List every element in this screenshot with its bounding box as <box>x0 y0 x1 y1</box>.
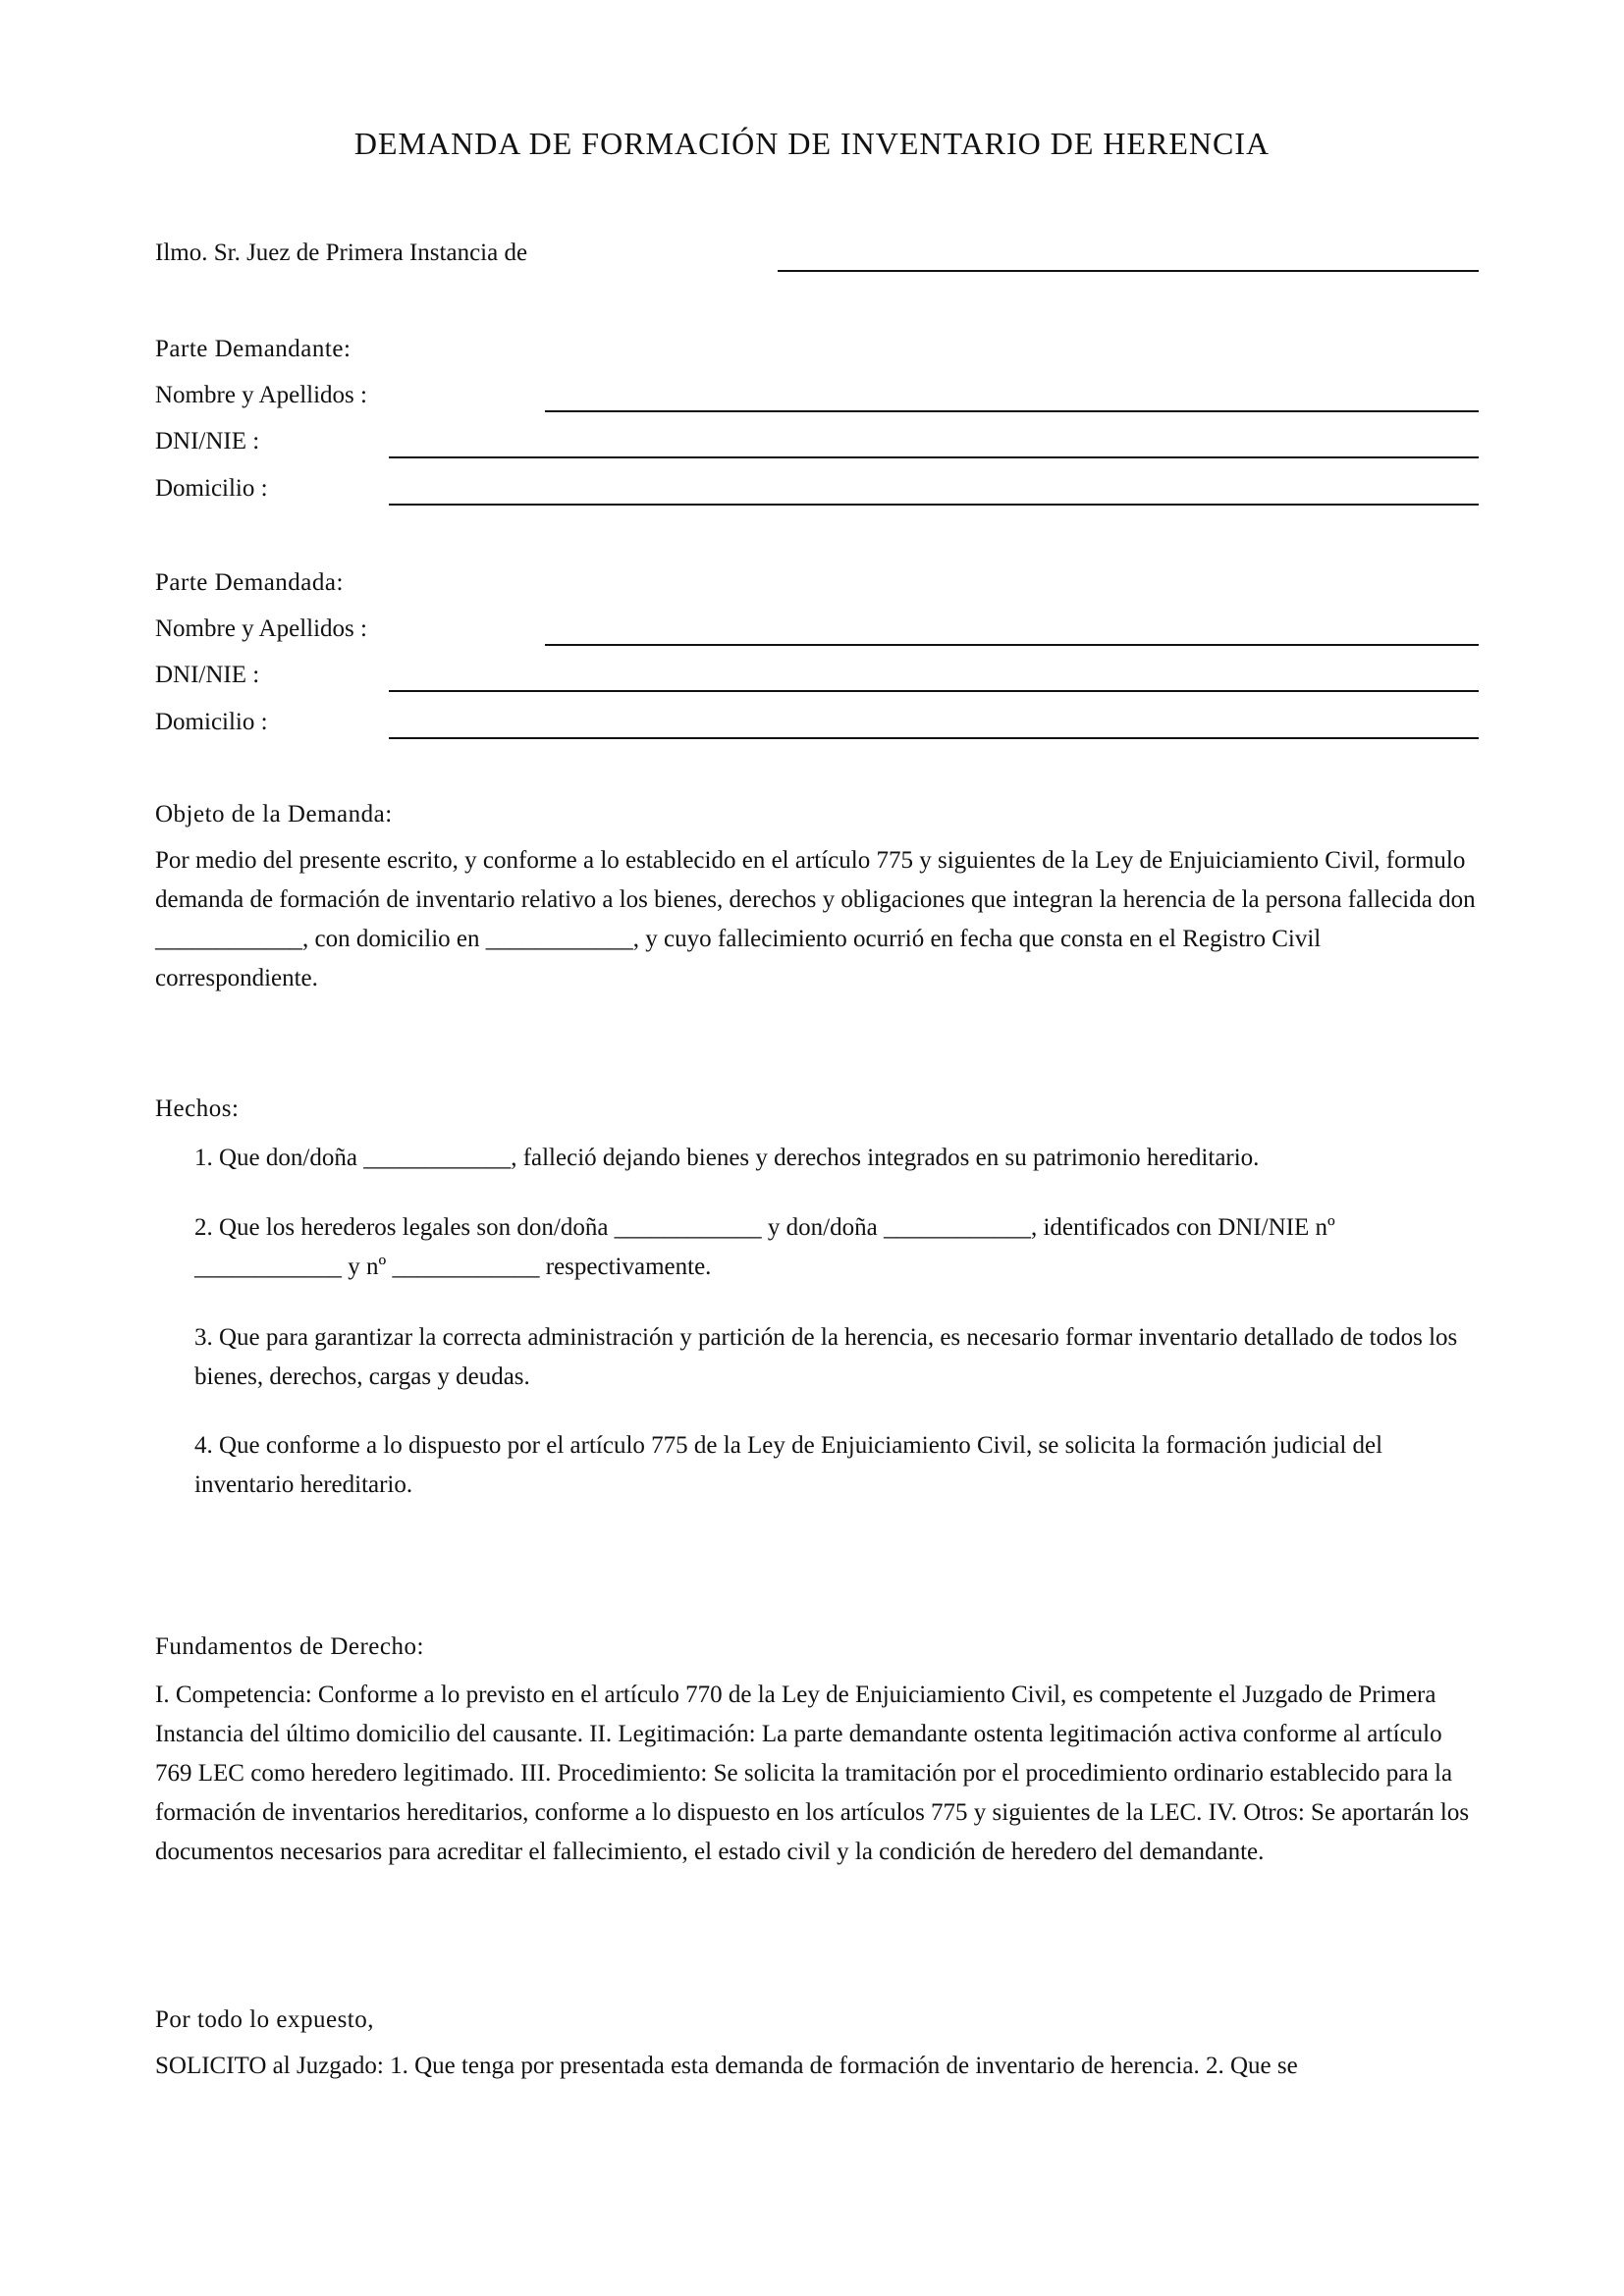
demandante-dni-label: DNI/NIE : <box>155 428 260 454</box>
conclusion-heading: Por todo lo expuesto, <box>155 2006 374 2033</box>
hechos-heading: Hechos: <box>155 1095 240 1122</box>
demandante-address-label: Domicilio : <box>155 475 268 502</box>
fundamentos-heading: Fundamentos de Derecho: <box>155 1633 424 1660</box>
court-blank-line[interactable] <box>778 270 1479 272</box>
hecho-item-2: 2. Que los herederos legales son don/doña ____________ y don/doña ____________, identificados con DNI/NIE nº ____________ y nº ____________ respectivamente. <box>194 1214 1335 1280</box>
demandada-address-line[interactable] <box>389 737 1479 739</box>
court-label: Ilmo. Sr. Juez de Primera Instancia de <box>155 240 528 266</box>
demandante-heading: Parte Demandante: <box>155 336 352 362</box>
objeto-text: Por medio del presente escrito, y conforme a lo establecido en el artículo 775 y siguientes de la Ley de Enjuiciamiento Civil, formulo demanda de formación de inventario relativo a los bienes, derechos y obligaciones que integran la herencia de la persona fallecida don ____________, con domicilio en ____________, y cuyo fallecimiento ocurrió en fecha que consta en el Registro Civil correspondiente. <box>155 847 1476 991</box>
demandada-name-line[interactable] <box>545 644 1479 646</box>
demandante-name-label: Nombre y Apellidos : <box>155 382 367 408</box>
fundamentos-text: I. Competencia: Conforme a lo previsto en el artículo 770 de la Ley de Enjuiciamiento Civil, es competente el Juzgado de Primera Instancia del último domicilio del causante. II. Legitimación: La parte demandante ostenta legitimación activa conforme al artículo 769 LEC como heredero legitimado. III. Procedimiento: Se solicita la tramitación por el procedimiento ordinario establecido para la formación de inventarios hereditarios, conforme a lo dispuesto en los artículos 775 y siguientes de la LEC. IV. Otros: Se aportarán los documentos necesarios para acreditar el fallecimiento, el estado civil y la condición de heredero del demandante. <box>155 1682 1470 1865</box>
hecho-item-1: 1. Que don/doña ____________, falleció dejando bienes y derechos integrados en su patrimonio hereditario. <box>194 1145 1260 1171</box>
document-title: DEMANDA DE FORMACIÓN DE INVENTARIO DE HERENCIA <box>353 126 1271 161</box>
demandada-name-label: Nombre y Apellidos : <box>155 615 367 642</box>
hecho-item-3: 3. Que para garantizar la correcta administración y partición de la herencia, es necesario formar inventario detallado de todos los bienes, derechos, cargas y deudas. <box>194 1324 1458 1390</box>
demandada-dni-line[interactable] <box>389 690 1479 692</box>
demandante-name-line[interactable] <box>545 410 1479 412</box>
objeto-heading: Objeto de la Demanda: <box>155 801 393 828</box>
demandada-dni-label: DNI/NIE : <box>155 662 260 688</box>
conclusion-text: SOLICITO al Juzgado: 1. Que tenga por presentada esta demanda de formación de inventario de herencia. 2. Que se <box>155 2053 1298 2079</box>
demandante-dni-line[interactable] <box>389 456 1479 458</box>
demandante-address-line[interactable] <box>389 504 1479 506</box>
demandada-address-label: Domicilio : <box>155 709 268 735</box>
demandada-heading: Parte Demandada: <box>155 569 344 596</box>
hecho-item-4: 4. Que conforme a lo dispuesto por el artículo 775 de la Ley de Enjuiciamiento Civil, se solicita la formación judicial del inventario hereditario. <box>194 1432 1383 1498</box>
